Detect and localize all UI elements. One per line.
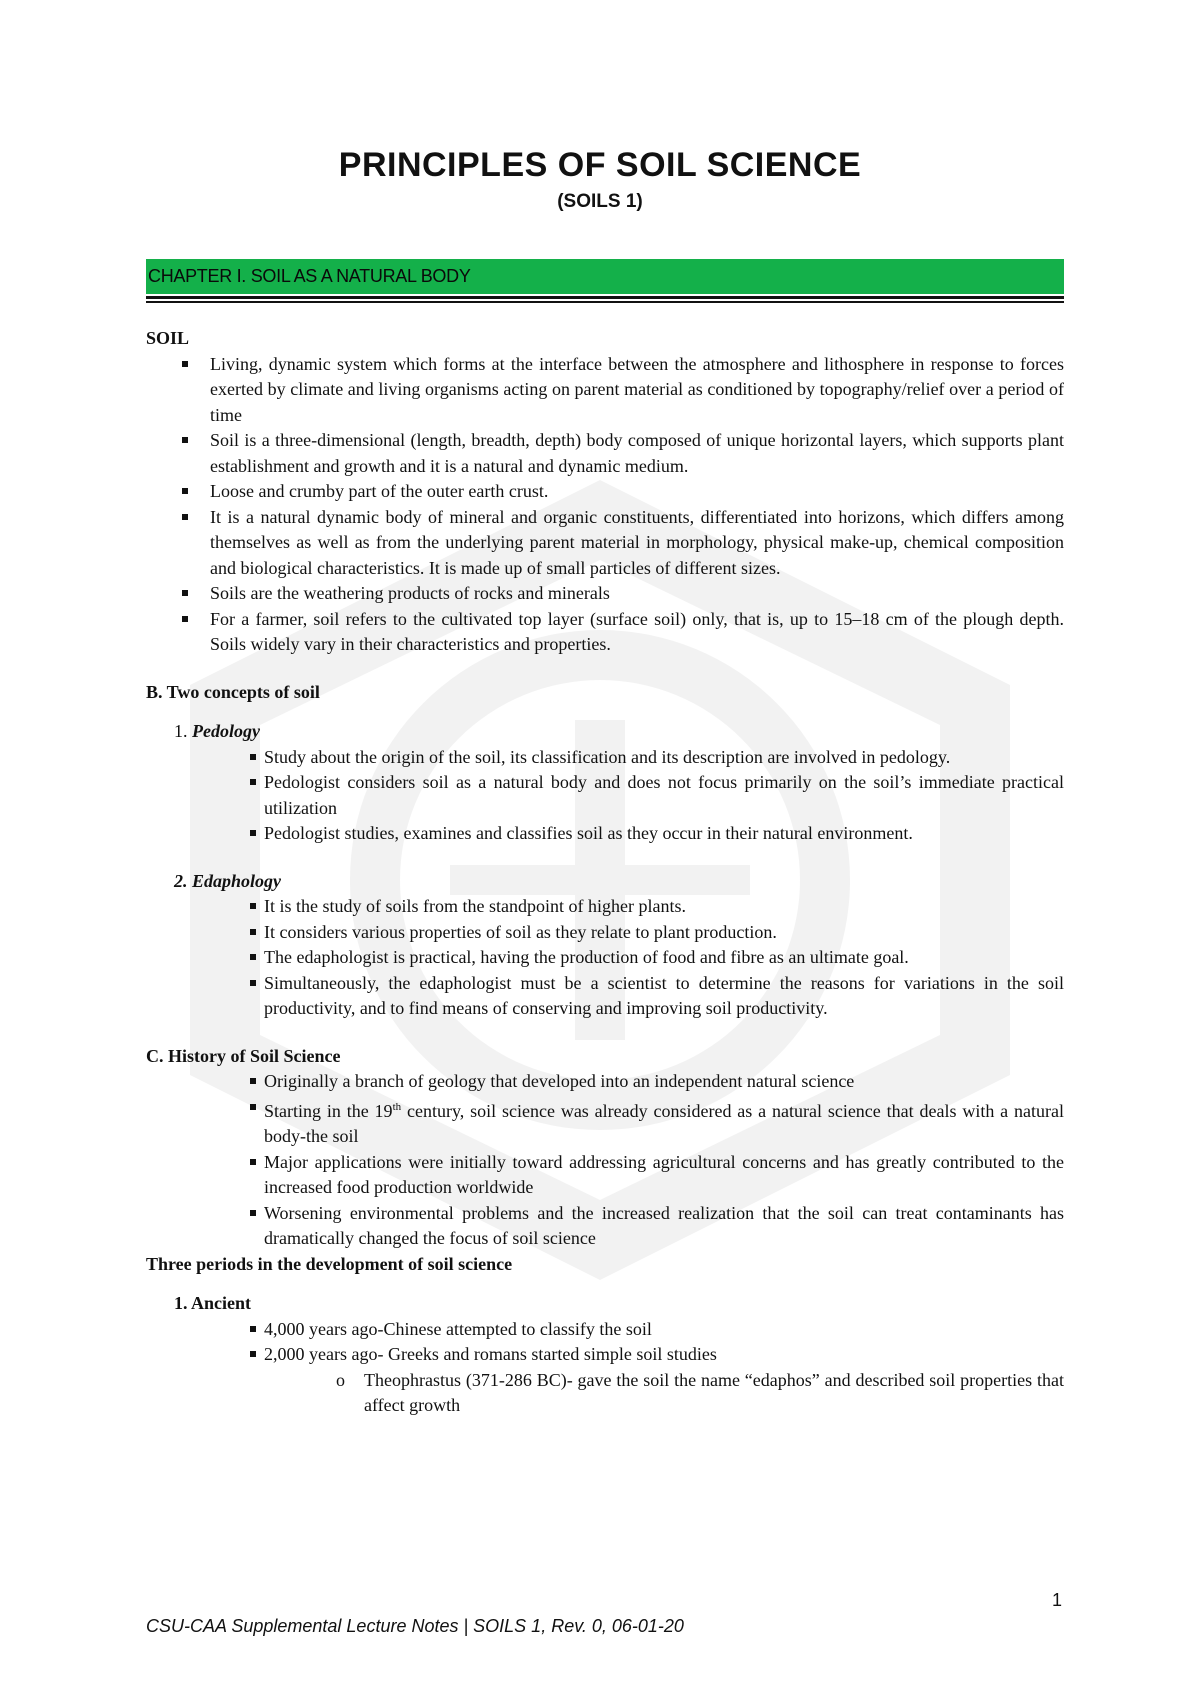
list-item: Worsening environmental problems and the increased realization that the soil can treat contaminants has dramatically changed the focus of soil science [146, 1201, 1064, 1252]
list-item: The edaphologist is practical, having the production of food and fibre as an ultimate goal. [146, 945, 1064, 971]
chapter-rule-bottom [146, 301, 1064, 303]
list-item: Originally a branch of geology that developed into an independent natural science [146, 1069, 1064, 1095]
concepts-heading: B. Two concepts of soil [146, 681, 320, 702]
chapter-rule-top [146, 296, 1064, 299]
list-item: Soils are the weathering products of rocks and minerals [146, 581, 1064, 607]
list-item: Major applications were initially toward addressing agricultural concerns and has greatly contributed to the increased food production worldwide [146, 1150, 1064, 1201]
list-item: 4,000 years ago-Chinese attempted to classify the soil [146, 1317, 1064, 1343]
edaphology-list [146, 894, 1064, 1022]
pedology-list [146, 745, 1064, 847]
pedology-heading [146, 719, 1064, 745]
list-item: Simultaneously, the edaphologist must be a scientist to determine the reasons for variations in the soil productivity, and to find means of conserving and improving soil productivity. [146, 971, 1064, 1022]
document-subtitle: (SOILS 1) [557, 191, 643, 212]
list-item: Soil is a three-dimensional (length, breadth, depth) body composed of unique horizontal layers, which supports plant establishment and growth and it is a natural and dynamic medium. [146, 428, 1064, 479]
document-title: PRINCIPLES OF SOIL SCIENCE [338, 146, 862, 184]
history-list [146, 1069, 1064, 1252]
list-item: Living, dynamic system which forms at the interface between the atmosphere and lithosphere in response to forces exerted by climate and living organisms acting on parent material as conditioned by topography/relief over a period of time [146, 352, 1064, 429]
pedology-number: 1. [174, 721, 188, 741]
document-body [146, 326, 1064, 1419]
pedology-title: Pedology [192, 721, 260, 741]
edaphology-heading: 2. Edaphology [174, 870, 282, 891]
list-item: Pedologist considers soil as a natural body and does not focus primarily on the soil’s immediate practical utilization [146, 770, 1064, 821]
soil-heading: SOIL [146, 328, 190, 348]
list-item: Pedologist studies, examines and classifies soil as they occur in their natural environment. [146, 821, 1064, 847]
list-item: It is the study of soils from the standpoint of higher plants. [146, 894, 1064, 920]
list-sub-item: o Theophrastus (371-286 BC)- gave the soil the name “edaphos” and described soil properties that affect growth [146, 1368, 1064, 1419]
list-item: Loose and crumby part of the outer earth crust. [146, 479, 1064, 505]
page-footer: CSU-CAA Supplemental Lecture Notes | SOILS 1, Rev. 0, 06-01-20 [146, 1616, 684, 1636]
page-number: 1 [1052, 1590, 1063, 1610]
list-item: It is a natural dynamic body of mineral and organic constituents, differentiated into horizons, which differs among themselves as well as from the underlying parent material in morphology, physical make-up, chemical composition and biological characteristics. It is made up of small particles of different sizes. [146, 505, 1064, 582]
chapter-heading: CHAPTER I. SOIL AS A NATURAL BODY [146, 259, 1064, 294]
soil-definition-list [146, 352, 1064, 658]
periods-heading: Three periods in the development of soil science [146, 1253, 513, 1274]
list-item: 2,000 years ago- Greeks and romans started simple soil studies [146, 1342, 1064, 1368]
ancient-heading: 1. Ancient [174, 1293, 252, 1313]
list-item: Starting in the 19th century, soil science was already considered as a natural science that deals with a natural body-the soil [146, 1095, 1064, 1150]
ancient-list [146, 1317, 1064, 1419]
list-item: It considers various properties of soil as they relate to plant production. [146, 920, 1064, 946]
list-item: For a farmer, soil refers to the cultivated top layer (surface soil) only, that is, up to 15–18 cm of the plough depth. Soils widely vary in their characteristics and properties. [146, 607, 1064, 658]
history-heading: C. History of Soil Science [146, 1045, 341, 1066]
list-item: Study about the origin of the soil, its classification and its description are involved in pedology. [146, 745, 1064, 771]
